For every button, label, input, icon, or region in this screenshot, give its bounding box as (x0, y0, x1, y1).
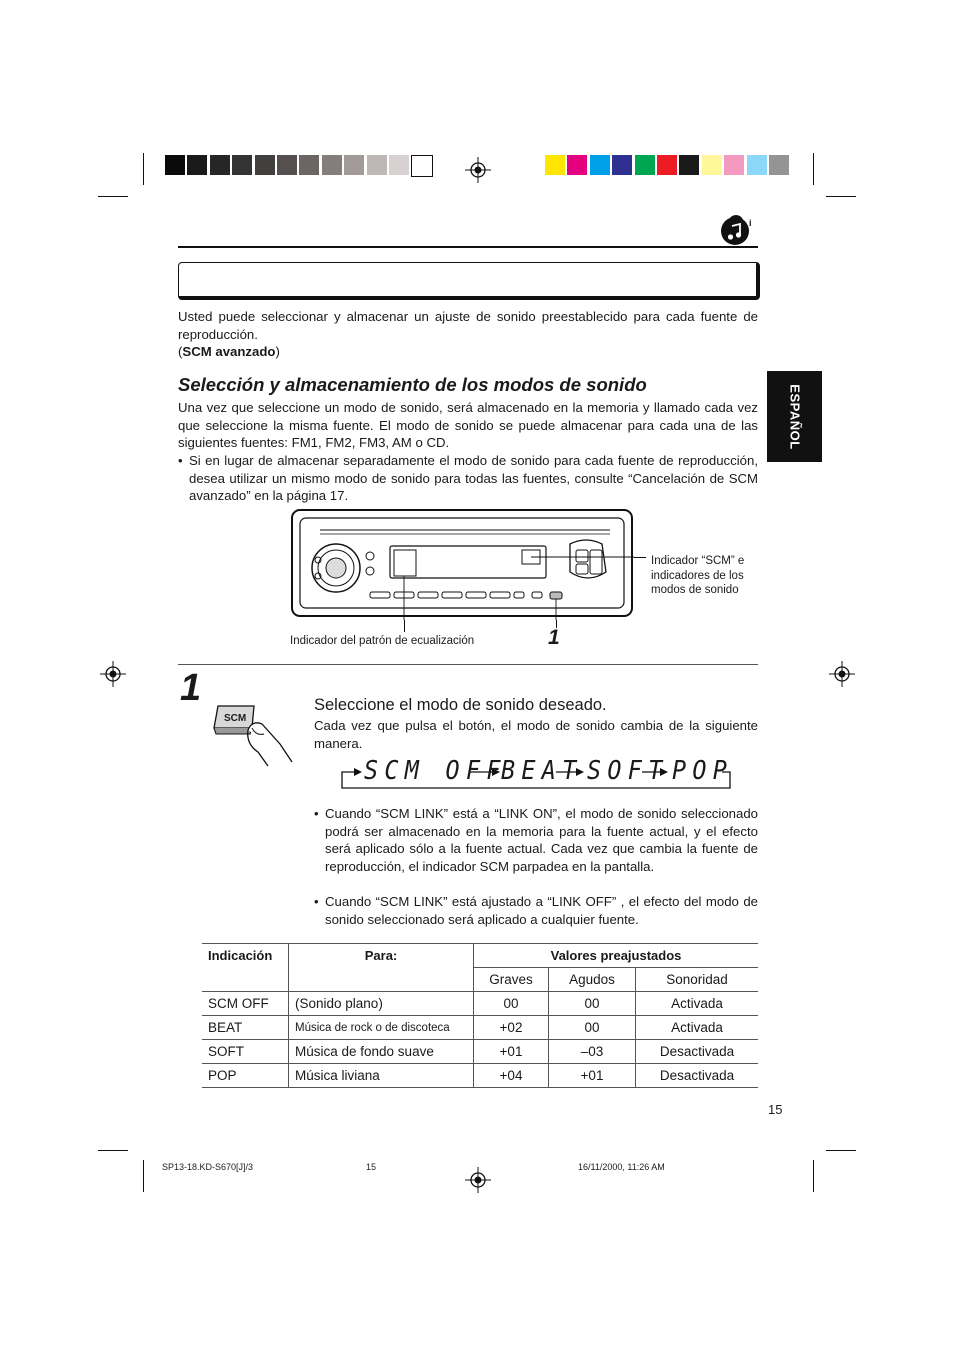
header-valores: Valores preajustados (474, 944, 759, 968)
cell-sonoridad: Desactivada (636, 1040, 759, 1064)
table-row (202, 1040, 758, 1064)
cell-para: Música de rock o de discoteca (289, 1016, 474, 1040)
leader-line (404, 620, 405, 632)
footer-page: 15 (366, 1162, 377, 1172)
leader-line (634, 557, 646, 558)
color-swatch (635, 155, 655, 175)
cell-para: (Sonido plano) (289, 992, 474, 1016)
color-swatch (210, 155, 230, 175)
cell-indicacion: BEAT (202, 1016, 289, 1040)
cell-graves: 00 (474, 992, 549, 1016)
bullet-dot: • (314, 806, 319, 821)
color-swatch (612, 155, 632, 175)
bullet-dot: • (178, 453, 183, 468)
crop-mark (826, 196, 856, 197)
paren: ( (178, 344, 183, 359)
cell-sonoridad: Desactivada (636, 1064, 759, 1088)
color-swatch (232, 155, 252, 175)
header-para: Para: (289, 944, 474, 992)
cell-graves: +04 (474, 1064, 549, 1088)
color-swatch (187, 155, 207, 175)
intro-bold-term: SCM avanzado (182, 344, 276, 359)
color-swatch (702, 155, 722, 175)
color-swatch (367, 155, 387, 175)
registration-mark-icon (465, 157, 491, 183)
section-paragraph: Una vez que seleccione un modo de sonido, será almacenado en la memoria y llamado cada vez que seleccione la misma fuente. El modo de sonido se puede almacenar para cada una de las siguientes fuentes: FM1, FM2, FM3, AM o CD. (178, 400, 758, 450)
header-rule (178, 246, 758, 248)
intro-text: Usted puede seleccionar y almacenar un ajuste de sonido preestablecido para cada fuente de reproducción. (178, 309, 758, 342)
mode-soft: SOFT (587, 756, 669, 786)
color-swatch (389, 155, 409, 175)
step-number: 1 (180, 667, 202, 709)
color-swatch (322, 155, 342, 175)
section-heading: Selección y almacenamiento de los modos de sonido (178, 374, 647, 395)
scm-button-label: SCM (224, 713, 247, 724)
crop-mark (98, 1150, 128, 1151)
cell-indicacion: SOFT (202, 1040, 289, 1064)
registration-mark-icon (100, 661, 126, 687)
finger-press-icon (210, 700, 294, 770)
color-swatch (769, 155, 789, 175)
step-bullet-2-text: Cuando “SCM LINK” está ajustado a “LINK OFF” , el efecto del modo de sonido seleccionado será aplicado a cualquier fuente. (325, 894, 758, 927)
language-tab-label: ESPAÑOL (787, 383, 802, 450)
callout-scm-indicator: Indicador “SCM” e indicadores de los modos de sonido (651, 555, 745, 596)
color-swatch (344, 155, 364, 175)
step-bullet-1-text: Cuando “SCM LINK” está a “LINK ON”, el modo de sonido seleccionado podrá ser almacenado en la memoria para la fuente actual, y el efecto será aplicado sólo a la fuente actual. Cada vez que cambia la fuente de reproducción, el indicador SCM parpadea en la pantalla. (325, 806, 758, 874)
title-box (178, 262, 760, 300)
section-bullet-text: Si en lugar de almacenar separadamente el modo de sonido para cada fuente de reproducción, desea utilizar un mismo modo de sonido para todas las fuentes, consulte “Cancelación de SCM avanzado” en la página 17. (189, 453, 758, 503)
cell-agudos: 00 (549, 992, 636, 1016)
crop-mark (143, 1160, 144, 1192)
cell-graves: +01 (474, 1040, 549, 1064)
color-swatch (299, 155, 319, 175)
language-tab (767, 371, 822, 462)
subheader-sonoridad: Sonoridad (636, 968, 759, 992)
mode-pop: POP (672, 756, 734, 786)
cell-sonoridad: Activada (636, 1016, 759, 1040)
step-title: Seleccione el modo de sonido deseado. (314, 696, 607, 714)
step-description: Cada vez que pulsa el botón, el modo de sonido cambia de la siguiente manera. (314, 718, 758, 751)
registration-mark-icon (465, 1167, 491, 1193)
color-swatch (724, 155, 744, 175)
color-swatch (545, 155, 565, 175)
table-row (202, 992, 758, 1016)
intro-paragraph (178, 308, 758, 361)
crop-mark (813, 1160, 814, 1192)
color-swatch (590, 155, 610, 175)
step-bullet-1 (314, 805, 758, 875)
footer-date: 16/11/2000, 11:26 AM (578, 1162, 665, 1172)
cell-indicacion: SCM OFF (202, 992, 289, 1016)
color-swatch (657, 155, 677, 175)
mode-beat: BEAT (501, 756, 583, 786)
cell-sonoridad: Activada (636, 992, 759, 1016)
cell-indicacion: POP (202, 1064, 289, 1088)
header-indicacion: Indicación (202, 944, 289, 992)
table-row (202, 1016, 758, 1040)
cell-para: Música de fondo suave (289, 1040, 474, 1064)
svg-text:i: i (749, 218, 752, 228)
color-swatch (679, 155, 699, 175)
crop-mark (813, 153, 814, 185)
color-swatch (165, 155, 185, 175)
mode-scm-off: SCM OFF (364, 756, 507, 786)
cell-agudos: –03 (549, 1040, 636, 1064)
cell-graves: +02 (474, 1016, 549, 1040)
subheader-graves: Graves (474, 968, 549, 992)
table-row (202, 1064, 758, 1088)
page-number: 15 (768, 1102, 783, 1117)
crop-mark (98, 196, 128, 197)
bullet-dot: • (314, 894, 319, 909)
crop-mark (826, 1150, 856, 1151)
color-swatch (411, 155, 433, 177)
color-swatch (747, 155, 767, 175)
color-swatch (567, 155, 587, 175)
cell-agudos: 00 (549, 1016, 636, 1040)
step-divider (178, 664, 758, 665)
music-note-icon (718, 206, 758, 246)
callout-eq-pattern: Indicador del patrón de ecualización (290, 635, 475, 647)
diagram-step-marker: 1 (548, 626, 560, 649)
registration-mark-icon (829, 661, 855, 687)
presets-table (202, 943, 758, 1088)
subheader-agudos: Agudos (549, 968, 636, 992)
color-swatch (255, 155, 275, 175)
section-bullet (178, 452, 758, 505)
paren: ) (275, 344, 280, 359)
crop-mark (143, 153, 144, 185)
color-swatch (277, 155, 297, 175)
footer-code: SP13-18.KD-S670[J]/3 (162, 1162, 254, 1172)
cell-agudos: +01 (549, 1064, 636, 1088)
step-bullet-2 (314, 893, 758, 928)
cell-para: Música liviana (289, 1064, 474, 1088)
car-stereo-diagram (290, 508, 634, 620)
